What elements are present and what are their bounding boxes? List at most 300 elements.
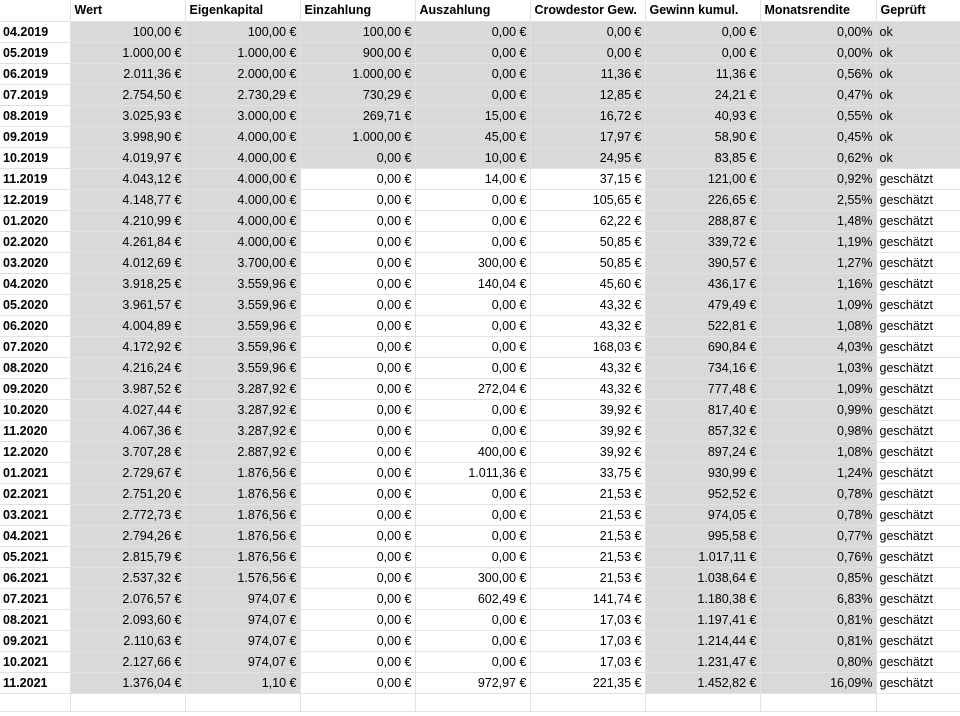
cell-gewinn-kumul[interactable]: 522,81 € <box>645 315 760 336</box>
cell-wert[interactable]: 4.216,24 € <box>70 357 185 378</box>
cell-date[interactable]: 01.2021 <box>0 462 70 483</box>
cell-eigenkapital[interactable]: 1.876,56 € <box>185 504 300 525</box>
cell-crowdestor-gew[interactable]: 17,03 € <box>530 651 645 672</box>
cell-monatsrendite[interactable]: 1,48% <box>760 210 876 231</box>
cell-eigenkapital[interactable]: 100,00 € <box>185 21 300 42</box>
cell-date[interactable]: 10.2021 <box>0 651 70 672</box>
cell-geprueft[interactable]: geschätzt <box>876 441 960 462</box>
cell-geprueft[interactable]: geschätzt <box>876 210 960 231</box>
cell-eigenkapital[interactable]: 3.559,96 € <box>185 294 300 315</box>
cell-date[interactable]: 04.2021 <box>0 525 70 546</box>
cell-gewinn-kumul[interactable]: 930,99 € <box>645 462 760 483</box>
cell-monatsrendite[interactable]: 1,08% <box>760 315 876 336</box>
empty-cell[interactable] <box>530 693 645 711</box>
cell-wert[interactable]: 2.815,79 € <box>70 546 185 567</box>
cell-crowdestor-gew[interactable]: 21,53 € <box>530 525 645 546</box>
cell-wert[interactable]: 1.376,04 € <box>70 672 185 693</box>
cell-geprueft[interactable]: geschätzt <box>876 483 960 504</box>
cell-geprueft[interactable]: geschätzt <box>876 609 960 630</box>
cell-date[interactable]: 01.2020 <box>0 210 70 231</box>
cell-crowdestor-gew[interactable]: 0,00 € <box>530 21 645 42</box>
cell-monatsrendite[interactable]: 1,08% <box>760 441 876 462</box>
cell-einzahlung[interactable]: 0,00 € <box>300 315 415 336</box>
cell-auszahlung[interactable]: 0,00 € <box>415 231 530 252</box>
cell-wert[interactable]: 2.537,32 € <box>70 567 185 588</box>
cell-monatsrendite[interactable]: 0,85% <box>760 567 876 588</box>
cell-gewinn-kumul[interactable]: 1.214,44 € <box>645 630 760 651</box>
cell-einzahlung[interactable]: 0,00 € <box>300 672 415 693</box>
cell-auszahlung[interactable]: 0,00 € <box>415 630 530 651</box>
cell-wert[interactable]: 2.729,67 € <box>70 462 185 483</box>
cell-geprueft[interactable]: geschätzt <box>876 189 960 210</box>
cell-geprueft[interactable]: geschätzt <box>876 420 960 441</box>
cell-auszahlung[interactable]: 0,00 € <box>415 336 530 357</box>
cell-eigenkapital[interactable]: 1.876,56 € <box>185 462 300 483</box>
cell-geprueft[interactable]: geschätzt <box>876 273 960 294</box>
cell-eigenkapital[interactable]: 3.559,96 € <box>185 336 300 357</box>
cell-eigenkapital[interactable]: 4.000,00 € <box>185 147 300 168</box>
cell-crowdestor-gew[interactable]: 24,95 € <box>530 147 645 168</box>
cell-crowdestor-gew[interactable]: 37,15 € <box>530 168 645 189</box>
cell-gewinn-kumul[interactable]: 817,40 € <box>645 399 760 420</box>
cell-eigenkapital[interactable]: 974,07 € <box>185 588 300 609</box>
cell-monatsrendite[interactable]: 0,92% <box>760 168 876 189</box>
cell-eigenkapital[interactable]: 4.000,00 € <box>185 231 300 252</box>
header-cell-crowdestor-gew[interactable]: Crowdestor Gew. <box>530 0 645 21</box>
cell-date[interactable]: 05.2020 <box>0 294 70 315</box>
cell-wert[interactable]: 4.067,36 € <box>70 420 185 441</box>
cell-einzahlung[interactable]: 900,00 € <box>300 42 415 63</box>
cell-monatsrendite[interactable]: 1,27% <box>760 252 876 273</box>
cell-gewinn-kumul[interactable]: 952,52 € <box>645 483 760 504</box>
cell-einzahlung[interactable]: 0,00 € <box>300 189 415 210</box>
cell-gewinn-kumul[interactable]: 777,48 € <box>645 378 760 399</box>
cell-wert[interactable]: 2.127,66 € <box>70 651 185 672</box>
cell-crowdestor-gew[interactable]: 43,32 € <box>530 315 645 336</box>
cell-geprueft[interactable]: geschätzt <box>876 378 960 399</box>
cell-crowdestor-gew[interactable]: 62,22 € <box>530 210 645 231</box>
cell-date[interactable]: 07.2021 <box>0 588 70 609</box>
cell-auszahlung[interactable]: 400,00 € <box>415 441 530 462</box>
cell-crowdestor-gew[interactable]: 21,53 € <box>530 483 645 504</box>
cell-auszahlung[interactable]: 0,00 € <box>415 357 530 378</box>
cell-auszahlung[interactable]: 0,00 € <box>415 210 530 231</box>
cell-geprueft[interactable]: geschätzt <box>876 546 960 567</box>
empty-cell[interactable] <box>876 693 960 711</box>
cell-einzahlung[interactable]: 0,00 € <box>300 357 415 378</box>
cell-crowdestor-gew[interactable]: 45,60 € <box>530 273 645 294</box>
cell-eigenkapital[interactable]: 3.000,00 € <box>185 105 300 126</box>
header-cell-gewinn-kumul[interactable]: Gewinn kumul. <box>645 0 760 21</box>
cell-auszahlung[interactable]: 0,00 € <box>415 420 530 441</box>
cell-date[interactable]: 12.2019 <box>0 189 70 210</box>
cell-date[interactable]: 06.2019 <box>0 63 70 84</box>
cell-auszahlung[interactable]: 15,00 € <box>415 105 530 126</box>
cell-date[interactable]: 11.2019 <box>0 168 70 189</box>
cell-monatsrendite[interactable]: 4,03% <box>760 336 876 357</box>
cell-auszahlung[interactable]: 272,04 € <box>415 378 530 399</box>
cell-date[interactable]: 09.2020 <box>0 378 70 399</box>
cell-gewinn-kumul[interactable]: 58,90 € <box>645 126 760 147</box>
cell-geprueft[interactable]: geschätzt <box>876 399 960 420</box>
cell-gewinn-kumul[interactable]: 897,24 € <box>645 441 760 462</box>
cell-eigenkapital[interactable]: 974,07 € <box>185 609 300 630</box>
cell-geprueft[interactable]: ok <box>876 126 960 147</box>
cell-einzahlung[interactable]: 0,00 € <box>300 252 415 273</box>
cell-gewinn-kumul[interactable]: 226,65 € <box>645 189 760 210</box>
cell-eigenkapital[interactable]: 3.287,92 € <box>185 420 300 441</box>
cell-gewinn-kumul[interactable]: 734,16 € <box>645 357 760 378</box>
cell-eigenkapital[interactable]: 2.730,29 € <box>185 84 300 105</box>
cell-auszahlung[interactable]: 300,00 € <box>415 567 530 588</box>
header-cell-eigenkapital[interactable]: Eigenkapital <box>185 0 300 21</box>
cell-crowdestor-gew[interactable]: 0,00 € <box>530 42 645 63</box>
cell-auszahlung[interactable]: 0,00 € <box>415 84 530 105</box>
cell-wert[interactable]: 4.027,44 € <box>70 399 185 420</box>
cell-einzahlung[interactable]: 0,00 € <box>300 504 415 525</box>
cell-auszahlung[interactable]: 0,00 € <box>415 609 530 630</box>
cell-geprueft[interactable]: geschätzt <box>876 504 960 525</box>
cell-monatsrendite[interactable]: 2,55% <box>760 189 876 210</box>
cell-auszahlung[interactable]: 1.011,36 € <box>415 462 530 483</box>
cell-gewinn-kumul[interactable]: 390,57 € <box>645 252 760 273</box>
cell-gewinn-kumul[interactable]: 690,84 € <box>645 336 760 357</box>
cell-gewinn-kumul[interactable]: 974,05 € <box>645 504 760 525</box>
cell-gewinn-kumul[interactable]: 1.038,64 € <box>645 567 760 588</box>
cell-crowdestor-gew[interactable]: 43,32 € <box>530 294 645 315</box>
cell-crowdestor-gew[interactable]: 39,92 € <box>530 441 645 462</box>
cell-wert[interactable]: 3.998,90 € <box>70 126 185 147</box>
cell-einzahlung[interactable]: 0,00 € <box>300 462 415 483</box>
cell-wert[interactable]: 2.751,20 € <box>70 483 185 504</box>
cell-einzahlung[interactable]: 0,00 € <box>300 399 415 420</box>
cell-auszahlung[interactable]: 10,00 € <box>415 147 530 168</box>
cell-wert[interactable]: 4.019,97 € <box>70 147 185 168</box>
cell-wert[interactable]: 4.043,12 € <box>70 168 185 189</box>
cell-eigenkapital[interactable]: 1.000,00 € <box>185 42 300 63</box>
cell-einzahlung[interactable]: 0,00 € <box>300 210 415 231</box>
cell-monatsrendite[interactable]: 0,98% <box>760 420 876 441</box>
cell-date[interactable]: 11.2021 <box>0 672 70 693</box>
empty-cell[interactable] <box>415 693 530 711</box>
cell-crowdestor-gew[interactable]: 16,72 € <box>530 105 645 126</box>
cell-einzahlung[interactable]: 730,29 € <box>300 84 415 105</box>
cell-geprueft[interactable]: geschätzt <box>876 168 960 189</box>
cell-auszahlung[interactable]: 45,00 € <box>415 126 530 147</box>
cell-gewinn-kumul[interactable]: 40,93 € <box>645 105 760 126</box>
cell-crowdestor-gew[interactable]: 17,97 € <box>530 126 645 147</box>
cell-gewinn-kumul[interactable]: 24,21 € <box>645 84 760 105</box>
cell-auszahlung[interactable]: 0,00 € <box>415 525 530 546</box>
cell-geprueft[interactable]: geschätzt <box>876 252 960 273</box>
cell-gewinn-kumul[interactable]: 288,87 € <box>645 210 760 231</box>
cell-date[interactable]: 05.2019 <box>0 42 70 63</box>
cell-crowdestor-gew[interactable]: 39,92 € <box>530 420 645 441</box>
cell-date[interactable]: 04.2020 <box>0 273 70 294</box>
cell-date[interactable]: 10.2019 <box>0 147 70 168</box>
cell-einzahlung[interactable]: 0,00 € <box>300 651 415 672</box>
cell-monatsrendite[interactable]: 0,00% <box>760 42 876 63</box>
cell-wert[interactable]: 3.961,57 € <box>70 294 185 315</box>
cell-auszahlung[interactable]: 300,00 € <box>415 252 530 273</box>
cell-einzahlung[interactable]: 0,00 € <box>300 273 415 294</box>
cell-date[interactable]: 06.2020 <box>0 315 70 336</box>
cell-geprueft[interactable]: geschätzt <box>876 672 960 693</box>
cell-wert[interactable]: 4.172,92 € <box>70 336 185 357</box>
cell-monatsrendite[interactable]: 1,03% <box>760 357 876 378</box>
cell-eigenkapital[interactable]: 3.287,92 € <box>185 399 300 420</box>
cell-geprueft[interactable]: ok <box>876 21 960 42</box>
cell-eigenkapital[interactable]: 4.000,00 € <box>185 168 300 189</box>
cell-eigenkapital[interactable]: 3.287,92 € <box>185 378 300 399</box>
cell-monatsrendite[interactable]: 1,24% <box>760 462 876 483</box>
cell-gewinn-kumul[interactable]: 121,00 € <box>645 168 760 189</box>
cell-date[interactable]: 08.2021 <box>0 609 70 630</box>
header-cell-date[interactable] <box>0 0 70 21</box>
cell-monatsrendite[interactable]: 0,81% <box>760 609 876 630</box>
cell-crowdestor-gew[interactable]: 141,74 € <box>530 588 645 609</box>
cell-einzahlung[interactable]: 0,00 € <box>300 588 415 609</box>
cell-crowdestor-gew[interactable]: 105,65 € <box>530 189 645 210</box>
cell-geprueft[interactable]: geschätzt <box>876 588 960 609</box>
cell-einzahlung[interactable]: 0,00 € <box>300 546 415 567</box>
cell-crowdestor-gew[interactable]: 33,75 € <box>530 462 645 483</box>
cell-wert[interactable]: 4.148,77 € <box>70 189 185 210</box>
cell-gewinn-kumul[interactable]: 11,36 € <box>645 63 760 84</box>
cell-eigenkapital[interactable]: 974,07 € <box>185 651 300 672</box>
cell-einzahlung[interactable]: 269,71 € <box>300 105 415 126</box>
cell-crowdestor-gew[interactable]: 50,85 € <box>530 252 645 273</box>
empty-cell[interactable] <box>760 693 876 711</box>
cell-gewinn-kumul[interactable]: 1.180,38 € <box>645 588 760 609</box>
cell-eigenkapital[interactable]: 1,10 € <box>185 672 300 693</box>
cell-wert[interactable]: 2.076,57 € <box>70 588 185 609</box>
cell-date[interactable]: 02.2020 <box>0 231 70 252</box>
cell-einzahlung[interactable]: 0,00 € <box>300 231 415 252</box>
empty-cell[interactable] <box>645 693 760 711</box>
cell-geprueft[interactable]: geschätzt <box>876 315 960 336</box>
cell-auszahlung[interactable]: 0,00 € <box>415 63 530 84</box>
cell-einzahlung[interactable]: 0,00 € <box>300 441 415 462</box>
cell-geprueft[interactable]: geschätzt <box>876 357 960 378</box>
cell-monatsrendite[interactable]: 0,76% <box>760 546 876 567</box>
cell-geprueft[interactable]: geschätzt <box>876 651 960 672</box>
cell-gewinn-kumul[interactable]: 0,00 € <box>645 42 760 63</box>
cell-monatsrendite[interactable]: 6,83% <box>760 588 876 609</box>
cell-auszahlung[interactable]: 0,00 € <box>415 42 530 63</box>
cell-crowdestor-gew[interactable]: 43,32 € <box>530 378 645 399</box>
empty-cell[interactable] <box>70 693 185 711</box>
cell-wert[interactable]: 3.707,28 € <box>70 441 185 462</box>
empty-cell[interactable] <box>300 693 415 711</box>
cell-geprueft[interactable]: ok <box>876 105 960 126</box>
header-cell-geprueft[interactable]: Geprüft <box>876 0 960 21</box>
empty-cell[interactable] <box>0 693 70 711</box>
cell-wert[interactable]: 1.000,00 € <box>70 42 185 63</box>
cell-wert[interactable]: 4.210,99 € <box>70 210 185 231</box>
cell-wert[interactable]: 4.004,89 € <box>70 315 185 336</box>
cell-einzahlung[interactable]: 1.000,00 € <box>300 126 415 147</box>
cell-wert[interactable]: 2.794,26 € <box>70 525 185 546</box>
cell-auszahlung[interactable]: 0,00 € <box>415 189 530 210</box>
cell-crowdestor-gew[interactable]: 168,03 € <box>530 336 645 357</box>
cell-gewinn-kumul[interactable]: 1.197,41 € <box>645 609 760 630</box>
cell-einzahlung[interactable]: 0,00 € <box>300 525 415 546</box>
empty-cell[interactable] <box>185 693 300 711</box>
cell-date[interactable]: 04.2019 <box>0 21 70 42</box>
cell-geprueft[interactable]: ok <box>876 147 960 168</box>
cell-eigenkapital[interactable]: 1.576,56 € <box>185 567 300 588</box>
cell-monatsrendite[interactable]: 0,78% <box>760 483 876 504</box>
cell-crowdestor-gew[interactable]: 17,03 € <box>530 630 645 651</box>
cell-date[interactable]: 08.2020 <box>0 357 70 378</box>
cell-wert[interactable]: 2.754,50 € <box>70 84 185 105</box>
cell-eigenkapital[interactable]: 1.876,56 € <box>185 483 300 504</box>
cell-wert[interactable]: 3.987,52 € <box>70 378 185 399</box>
cell-geprueft[interactable]: geschätzt <box>876 231 960 252</box>
cell-crowdestor-gew[interactable]: 17,03 € <box>530 609 645 630</box>
cell-monatsrendite[interactable]: 1,09% <box>760 378 876 399</box>
cell-auszahlung[interactable]: 0,00 € <box>415 483 530 504</box>
cell-einzahlung[interactable]: 0,00 € <box>300 567 415 588</box>
cell-eigenkapital[interactable]: 2.000,00 € <box>185 63 300 84</box>
cell-date[interactable]: 09.2021 <box>0 630 70 651</box>
cell-monatsrendite[interactable]: 1,19% <box>760 231 876 252</box>
cell-auszahlung[interactable]: 602,49 € <box>415 588 530 609</box>
header-cell-wert[interactable]: Wert <box>70 0 185 21</box>
cell-auszahlung[interactable]: 0,00 € <box>415 504 530 525</box>
cell-eigenkapital[interactable]: 4.000,00 € <box>185 189 300 210</box>
cell-einzahlung[interactable]: 100,00 € <box>300 21 415 42</box>
cell-einzahlung[interactable]: 0,00 € <box>300 294 415 315</box>
cell-geprueft[interactable]: ok <box>876 63 960 84</box>
cell-date[interactable]: 05.2021 <box>0 546 70 567</box>
cell-auszahlung[interactable]: 0,00 € <box>415 294 530 315</box>
header-cell-monatsrendite[interactable]: Monatsrendite <box>760 0 876 21</box>
cell-gewinn-kumul[interactable]: 1.452,82 € <box>645 672 760 693</box>
cell-auszahlung[interactable]: 0,00 € <box>415 651 530 672</box>
cell-monatsrendite[interactable]: 0,45% <box>760 126 876 147</box>
cell-wert[interactable]: 100,00 € <box>70 21 185 42</box>
cell-wert[interactable]: 2.093,60 € <box>70 609 185 630</box>
cell-geprueft[interactable]: geschätzt <box>876 567 960 588</box>
cell-eigenkapital[interactable]: 3.559,96 € <box>185 357 300 378</box>
cell-monatsrendite[interactable]: 0,77% <box>760 525 876 546</box>
cell-gewinn-kumul[interactable]: 0,00 € <box>645 21 760 42</box>
cell-geprueft[interactable]: geschätzt <box>876 630 960 651</box>
cell-date[interactable]: 12.2020 <box>0 441 70 462</box>
header-cell-auszahlung[interactable]: Auszahlung <box>415 0 530 21</box>
cell-eigenkapital[interactable]: 1.876,56 € <box>185 525 300 546</box>
cell-einzahlung[interactable]: 0,00 € <box>300 168 415 189</box>
cell-date[interactable]: 02.2021 <box>0 483 70 504</box>
cell-gewinn-kumul[interactable]: 479,49 € <box>645 294 760 315</box>
cell-crowdestor-gew[interactable]: 12,85 € <box>530 84 645 105</box>
cell-date[interactable]: 10.2020 <box>0 399 70 420</box>
cell-monatsrendite[interactable]: 1,16% <box>760 273 876 294</box>
cell-monatsrendite[interactable]: 0,81% <box>760 630 876 651</box>
cell-crowdestor-gew[interactable]: 39,92 € <box>530 399 645 420</box>
cell-monatsrendite[interactable]: 0,47% <box>760 84 876 105</box>
cell-crowdestor-gew[interactable]: 221,35 € <box>530 672 645 693</box>
cell-gewinn-kumul[interactable]: 339,72 € <box>645 231 760 252</box>
cell-geprueft[interactable]: ok <box>876 84 960 105</box>
cell-gewinn-kumul[interactable]: 995,58 € <box>645 525 760 546</box>
cell-gewinn-kumul[interactable]: 857,32 € <box>645 420 760 441</box>
header-cell-einzahlung[interactable]: Einzahlung <box>300 0 415 21</box>
cell-einzahlung[interactable]: 0,00 € <box>300 609 415 630</box>
cell-date[interactable]: 08.2019 <box>0 105 70 126</box>
cell-date[interactable]: 03.2020 <box>0 252 70 273</box>
cell-date[interactable]: 09.2019 <box>0 126 70 147</box>
cell-geprueft[interactable]: geschätzt <box>876 336 960 357</box>
cell-monatsrendite[interactable]: 0,00% <box>760 21 876 42</box>
cell-eigenkapital[interactable]: 1.876,56 € <box>185 546 300 567</box>
cell-gewinn-kumul[interactable]: 1.017,11 € <box>645 546 760 567</box>
cell-wert[interactable]: 2.110,63 € <box>70 630 185 651</box>
cell-date[interactable]: 07.2019 <box>0 84 70 105</box>
cell-eigenkapital[interactable]: 3.559,96 € <box>185 273 300 294</box>
cell-eigenkapital[interactable]: 4.000,00 € <box>185 126 300 147</box>
cell-geprueft[interactable]: geschätzt <box>876 294 960 315</box>
cell-eigenkapital[interactable]: 3.700,00 € <box>185 252 300 273</box>
cell-einzahlung[interactable]: 0,00 € <box>300 630 415 651</box>
cell-wert[interactable]: 2.011,36 € <box>70 63 185 84</box>
cell-einzahlung[interactable]: 0,00 € <box>300 336 415 357</box>
cell-gewinn-kumul[interactable]: 83,85 € <box>645 147 760 168</box>
cell-monatsrendite[interactable]: 0,80% <box>760 651 876 672</box>
cell-einzahlung[interactable]: 0,00 € <box>300 147 415 168</box>
cell-auszahlung[interactable]: 0,00 € <box>415 315 530 336</box>
cell-wert[interactable]: 4.012,69 € <box>70 252 185 273</box>
cell-eigenkapital[interactable]: 3.559,96 € <box>185 315 300 336</box>
cell-einzahlung[interactable]: 0,00 € <box>300 378 415 399</box>
cell-gewinn-kumul[interactable]: 1.231,47 € <box>645 651 760 672</box>
cell-wert[interactable]: 3.025,93 € <box>70 105 185 126</box>
cell-monatsrendite[interactable]: 0,62% <box>760 147 876 168</box>
cell-date[interactable]: 06.2021 <box>0 567 70 588</box>
cell-geprueft[interactable]: geschätzt <box>876 525 960 546</box>
cell-monatsrendite[interactable]: 1,09% <box>760 294 876 315</box>
cell-auszahlung[interactable]: 14,00 € <box>415 168 530 189</box>
cell-eigenkapital[interactable]: 2.887,92 € <box>185 441 300 462</box>
cell-crowdestor-gew[interactable]: 21,53 € <box>530 504 645 525</box>
cell-einzahlung[interactable]: 1.000,00 € <box>300 63 415 84</box>
cell-eigenkapital[interactable]: 974,07 € <box>185 630 300 651</box>
cell-wert[interactable]: 2.772,73 € <box>70 504 185 525</box>
cell-eigenkapital[interactable]: 4.000,00 € <box>185 210 300 231</box>
cell-crowdestor-gew[interactable]: 21,53 € <box>530 546 645 567</box>
cell-crowdestor-gew[interactable]: 50,85 € <box>530 231 645 252</box>
cell-monatsrendite[interactable]: 16,09% <box>760 672 876 693</box>
cell-auszahlung[interactable]: 972,97 € <box>415 672 530 693</box>
cell-gewinn-kumul[interactable]: 436,17 € <box>645 273 760 294</box>
cell-crowdestor-gew[interactable]: 11,36 € <box>530 63 645 84</box>
cell-auszahlung[interactable]: 0,00 € <box>415 21 530 42</box>
cell-wert[interactable]: 3.918,25 € <box>70 273 185 294</box>
cell-monatsrendite[interactable]: 0,99% <box>760 399 876 420</box>
cell-einzahlung[interactable]: 0,00 € <box>300 483 415 504</box>
cell-geprueft[interactable]: geschätzt <box>876 462 960 483</box>
cell-einzahlung[interactable]: 0,00 € <box>300 420 415 441</box>
cell-monatsrendite[interactable]: 0,56% <box>760 63 876 84</box>
cell-auszahlung[interactable]: 0,00 € <box>415 546 530 567</box>
cell-auszahlung[interactable]: 0,00 € <box>415 399 530 420</box>
cell-date[interactable]: 11.2020 <box>0 420 70 441</box>
cell-auszahlung[interactable]: 140,04 € <box>415 273 530 294</box>
cell-crowdestor-gew[interactable]: 21,53 € <box>530 567 645 588</box>
cell-wert[interactable]: 4.261,84 € <box>70 231 185 252</box>
